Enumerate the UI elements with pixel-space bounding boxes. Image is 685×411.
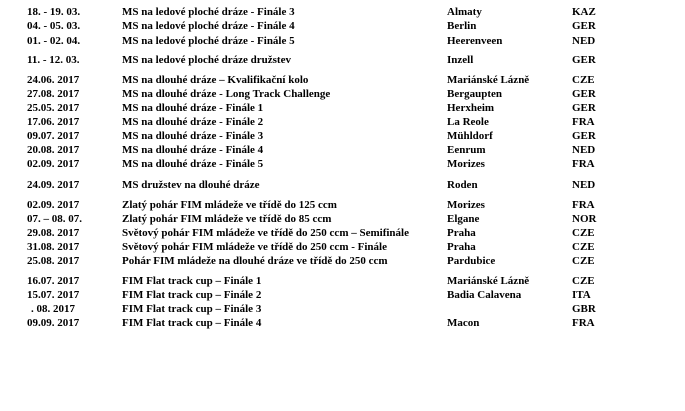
schedule-row (0, 116, 685, 129)
row-date: 11. - 12. 03. (27, 54, 80, 66)
row-event: MS na ledové ploché dráze družstev (122, 54, 291, 66)
row-event: MS na dlouhé dráze - Finále 2 (122, 116, 264, 128)
row-country: CZE (572, 227, 595, 239)
row-venue: Berlin (447, 20, 477, 32)
row-date: 29.08. 2017 (27, 227, 80, 239)
row-country: ITA (572, 289, 591, 301)
row-venue: Mühldorf (447, 130, 493, 142)
row-venue: Bergaupten (447, 88, 502, 100)
row-venue: Inzell (447, 54, 474, 66)
row-venue: Pardubice (447, 255, 496, 267)
row-date: 18. - 19. 03. (27, 6, 81, 18)
row-venue: Macon (447, 317, 480, 329)
row-country: GBR (572, 303, 596, 315)
row-date: 01. - 02. 04. (27, 35, 81, 47)
schedule-row (0, 20, 685, 33)
row-event: Pohár FIM mládeže na dlouhé dráze ve třídě do 250 ccm (122, 255, 388, 267)
schedule-row (0, 241, 685, 254)
row-country: GER (572, 130, 596, 142)
row-date: . 08. 2017 (31, 303, 75, 315)
row-venue: Badia Calavena (447, 289, 522, 301)
row-country: NED (572, 144, 596, 156)
row-event: MS na ledové ploché dráze - Finále 5 (122, 35, 295, 47)
row-venue: La Reole (447, 116, 489, 128)
row-date: 20.08. 2017 (27, 144, 80, 156)
schedule-row (0, 54, 685, 67)
row-country: CZE (572, 275, 595, 287)
row-date: 15.07. 2017 (27, 289, 80, 301)
row-venue: Eenrum (447, 144, 486, 156)
row-date: 25.08. 2017 (27, 255, 80, 267)
row-date: 31.08. 2017 (27, 241, 80, 253)
row-venue: Morizes (447, 158, 485, 170)
row-date: 25.05. 2017 (27, 102, 80, 114)
row-date: 24.09. 2017 (27, 179, 80, 191)
row-date: 04. - 05. 03. (27, 20, 81, 32)
schedule-row (0, 289, 685, 302)
row-country: CZE (572, 241, 595, 253)
row-country: GER (572, 54, 596, 66)
schedule-row (0, 158, 685, 171)
row-country: FRA (572, 199, 595, 211)
row-venue: Heerenveen (447, 35, 503, 47)
schedule-row (0, 6, 685, 19)
row-event: Zlatý pohár FIM mládeže ve třídě do 85 ccm (122, 213, 332, 225)
row-event: MS na dlouhé dráze - Long Track Challenge (122, 88, 331, 100)
row-date: 02.09. 2017 (27, 199, 80, 211)
row-country: GER (572, 102, 596, 114)
schedule-row (0, 255, 685, 268)
row-country: NED (572, 179, 596, 191)
row-venue: Mariánské Lázně (447, 74, 530, 86)
schedule-row (0, 199, 685, 212)
row-event: Světový pohár FIM mládeže ve třídě do 250 ccm - Finále (122, 241, 387, 253)
schedule-row (0, 88, 685, 101)
row-venue: Herxheim (447, 102, 495, 114)
schedule-row (0, 179, 685, 192)
row-event: Světový pohár FIM mládeže ve třídě do 250 ccm – Semifinále (122, 227, 409, 239)
row-event: MS na dlouhé dráze - Finále 1 (122, 102, 264, 114)
row-event: Zlatý pohár FIM mládeže ve třídě do 125 ccm (122, 199, 337, 211)
schedule-row (0, 74, 685, 87)
schedule-row (0, 275, 685, 288)
row-venue: Praha (447, 241, 476, 253)
row-event: MS na dlouhé dráze - Finále 3 (122, 130, 264, 142)
schedule-row (0, 317, 685, 330)
row-date: 09.07. 2017 (27, 130, 80, 142)
row-venue: Elgane (447, 213, 480, 225)
schedule-row (0, 303, 685, 316)
row-country: NED (572, 35, 596, 47)
row-country: FRA (572, 317, 595, 329)
row-event: MS na ledové ploché dráze - Finále 3 (122, 6, 295, 18)
row-date: 17.06. 2017 (27, 116, 80, 128)
schedule-row (0, 213, 685, 226)
row-venue: Almaty (447, 6, 482, 18)
row-event: MS na dlouhé dráze - Finále 4 (122, 144, 264, 156)
schedule-row (0, 102, 685, 115)
row-country: CZE (572, 74, 595, 86)
row-date: 09.09. 2017 (27, 317, 80, 329)
row-venue: Praha (447, 227, 476, 239)
schedule-row (0, 35, 685, 48)
row-event: MS družstev na dlouhé dráze (122, 179, 260, 191)
schedule-row (0, 227, 685, 240)
row-venue: Roden (447, 179, 478, 191)
schedule-row (0, 144, 685, 157)
row-country: FRA (572, 158, 595, 170)
row-event: FIM Flat track cup – Finále 3 (122, 303, 262, 315)
row-date: 16.07. 2017 (27, 275, 80, 287)
row-country: FRA (572, 116, 595, 128)
row-event: MS na ledové ploché dráze - Finále 4 (122, 20, 295, 32)
schedule-row (0, 130, 685, 143)
row-country: KAZ (572, 6, 596, 18)
row-venue: Morizes (447, 199, 485, 211)
row-country: NOR (572, 213, 597, 225)
row-event: FIM Flat track cup – Finále 4 (122, 317, 262, 329)
row-date: 24.06. 2017 (27, 74, 80, 86)
row-country: CZE (572, 255, 595, 267)
row-venue: Mariánské Lázně (447, 275, 530, 287)
row-date: 07. – 08. 07. (27, 213, 82, 225)
row-country: GER (572, 20, 596, 32)
row-event: MS na dlouhé dráze – Kvalifikační kolo (122, 74, 309, 86)
row-date: 02.09. 2017 (27, 158, 80, 170)
row-event: FIM Flat track cup – Finále 2 (122, 289, 262, 301)
row-date: 27.08. 2017 (27, 88, 80, 100)
row-event: MS na dlouhé dráze - Finále 5 (122, 158, 264, 170)
row-event: FIM Flat track cup – Finále 1 (122, 275, 262, 287)
row-country: GER (572, 88, 596, 100)
